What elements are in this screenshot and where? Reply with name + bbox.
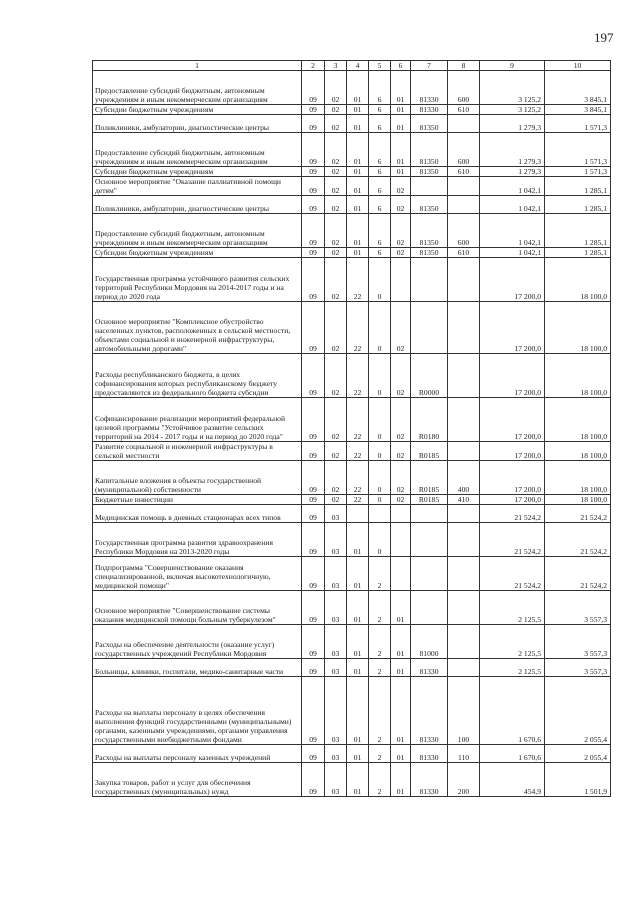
code-cell: 2 — [369, 745, 391, 763]
code-cell: 02 — [325, 495, 347, 505]
code-cell — [411, 302, 448, 354]
code-cell: 02 — [325, 248, 347, 258]
code-cell — [411, 258, 448, 302]
code-cell: 02 — [391, 248, 411, 258]
code-cell — [448, 523, 480, 557]
code-cell: 81350 — [411, 248, 448, 258]
code-cell: 02 — [325, 214, 347, 248]
row-name: Софинансирование реализации мероприятий федеральной целевой программы "Устойчивое развитие сельских территорий на 2014 - 2017 годы и на период до 2020 года" — [93, 398, 302, 442]
code-cell: 0 — [369, 461, 391, 495]
table-row — [93, 495, 611, 505]
header-cell: 7 — [411, 61, 448, 71]
code-cell: 09 — [302, 659, 325, 677]
code-cell — [448, 557, 480, 591]
code-cell: 03 — [325, 591, 347, 625]
code-cell: 02 — [391, 177, 411, 196]
code-cell: 09 — [302, 763, 325, 797]
code-cell: 600 — [448, 214, 480, 248]
code-cell: R0180 — [411, 398, 448, 442]
code-cell: 0 — [369, 523, 391, 557]
code-cell: 01 — [347, 763, 369, 797]
code-cell: R0185 — [411, 461, 448, 495]
code-cell: 81330 — [411, 105, 448, 115]
code-cell: 09 — [302, 677, 325, 745]
amount-cell: 1 285,1 — [545, 214, 611, 248]
code-cell: R0185 — [411, 442, 448, 461]
table-row — [93, 625, 611, 659]
code-cell: 2 — [369, 625, 391, 659]
row-name: Основное мероприятие "Комплексное обустройство населенных пунктов, расположенных в сельской местности, объектами социальной и инженерной инфраструктуры, автомобильными дорогами" — [93, 302, 302, 354]
amount-cell: 18 100,0 — [545, 442, 611, 461]
code-cell: 09 — [302, 133, 325, 167]
amount-cell: 18 100,0 — [545, 354, 611, 398]
code-cell: 6 — [369, 133, 391, 167]
code-cell: 09 — [302, 167, 325, 177]
code-cell: 01 — [347, 214, 369, 248]
code-cell: 02 — [325, 398, 347, 442]
code-cell: 610 — [448, 248, 480, 258]
code-cell: 81330 — [411, 763, 448, 797]
header-cell: 5 — [369, 61, 391, 71]
table-row — [93, 354, 611, 398]
row-name: Основное мероприятие "Совершенствование системы оказания медицинской помощи больным туберкулезом" — [93, 591, 302, 625]
code-cell: 600 — [448, 133, 480, 167]
row-name: Субсидии бюджетным учреждениям — [93, 105, 302, 115]
code-cell — [448, 625, 480, 659]
table-row — [93, 196, 611, 214]
amount-cell: 1 279,3 — [480, 133, 545, 167]
code-cell: 03 — [325, 763, 347, 797]
amount-cell: 1 571,3 — [545, 133, 611, 167]
code-cell: 22 — [347, 258, 369, 302]
code-cell: 22 — [347, 442, 369, 461]
amount-cell: 1 571,3 — [545, 115, 611, 133]
code-cell: 01 — [347, 677, 369, 745]
row-name: Расходы на обеспечение деятельности (оказание услуг) государственных учреждений Республики Мордовия — [93, 625, 302, 659]
amount-cell: 18 100,0 — [545, 302, 611, 354]
code-cell: 01 — [347, 659, 369, 677]
code-cell: 02 — [325, 167, 347, 177]
code-cell: 09 — [302, 302, 325, 354]
code-cell: 22 — [347, 495, 369, 505]
code-cell: 02 — [391, 398, 411, 442]
code-cell — [448, 505, 480, 523]
code-cell: 0 — [369, 495, 391, 505]
amount-cell: 1 042,1 — [480, 214, 545, 248]
table-row — [93, 677, 611, 745]
code-cell: 6 — [369, 167, 391, 177]
amount-cell: 1 501,9 — [545, 763, 611, 797]
code-cell: 02 — [391, 214, 411, 248]
code-cell: 09 — [302, 258, 325, 302]
header-row — [93, 61, 611, 71]
code-cell: 09 — [302, 177, 325, 196]
amount-cell: 2 055,4 — [545, 677, 611, 745]
code-cell: 09 — [302, 115, 325, 133]
code-cell — [448, 177, 480, 196]
row-name: Предоставление субсидий бюджетным, автономным учреждениям и иным некоммерческим организациям — [93, 214, 302, 248]
amount-cell: 17 200,0 — [480, 442, 545, 461]
amount-cell: 21 524,2 — [545, 505, 611, 523]
code-cell: 01 — [391, 591, 411, 625]
code-cell: 01 — [391, 167, 411, 177]
page-number: 197 — [594, 30, 614, 45]
code-cell: 01 — [347, 591, 369, 625]
code-cell: 610 — [448, 105, 480, 115]
code-cell — [448, 302, 480, 354]
code-cell — [369, 505, 391, 523]
amount-cell: 2 125,5 — [480, 625, 545, 659]
table-row — [93, 167, 611, 177]
table-row — [93, 461, 611, 495]
row-name: Капитальные вложения в объекты государственной (муниципальной) собственности — [93, 461, 302, 495]
row-name: Подпрограмма "Совершенствование оказания специализированной, включая высокотехнологичную, медицинской помощи" — [93, 557, 302, 591]
amount-cell: 18 100,0 — [545, 495, 611, 505]
code-cell: 09 — [302, 71, 325, 105]
code-cell: 01 — [347, 115, 369, 133]
code-cell — [448, 258, 480, 302]
code-cell: 09 — [302, 505, 325, 523]
header-cell: 8 — [448, 61, 480, 71]
amount-cell: 18 100,0 — [545, 258, 611, 302]
amount-cell: 21 524,2 — [545, 523, 611, 557]
code-cell — [448, 196, 480, 214]
code-cell — [411, 591, 448, 625]
code-cell: 09 — [302, 248, 325, 258]
budget-table — [92, 60, 611, 797]
code-cell: 03 — [325, 523, 347, 557]
code-cell: 09 — [302, 591, 325, 625]
code-cell: 02 — [325, 177, 347, 196]
code-cell: 410 — [448, 495, 480, 505]
code-cell: 22 — [347, 398, 369, 442]
code-cell — [411, 523, 448, 557]
code-cell: 01 — [347, 177, 369, 196]
code-cell: 0 — [369, 302, 391, 354]
code-cell: 100 — [448, 677, 480, 745]
header-cell: 2 — [302, 61, 325, 71]
code-cell: 02 — [391, 354, 411, 398]
code-cell: 03 — [325, 659, 347, 677]
table-body — [93, 71, 611, 797]
code-cell: 02 — [325, 442, 347, 461]
code-cell: 09 — [302, 625, 325, 659]
table-row — [93, 258, 611, 302]
row-name: Поликлиники, амбулатории, диагностические центры — [93, 196, 302, 214]
amount-cell: 3 845,1 — [545, 71, 611, 105]
header-cell: 10 — [545, 61, 611, 71]
row-name: Расходы республиканского бюджета, в целях софинансирования которых республиканскому бюджету предоставляются из федерального бюджета субсидии — [93, 354, 302, 398]
code-cell: 03 — [325, 677, 347, 745]
code-cell: 6 — [369, 105, 391, 115]
code-cell: 81330 — [411, 659, 448, 677]
code-cell: 01 — [391, 659, 411, 677]
code-cell: 09 — [302, 105, 325, 115]
code-cell: 02 — [391, 495, 411, 505]
amount-cell: 21 524,2 — [545, 557, 611, 591]
amount-cell: 1 670,6 — [480, 745, 545, 763]
code-cell: 2 — [369, 591, 391, 625]
amount-cell: 1 285,1 — [545, 177, 611, 196]
code-cell: 09 — [302, 461, 325, 495]
code-cell: 09 — [302, 557, 325, 591]
code-cell: 02 — [325, 133, 347, 167]
code-cell — [448, 398, 480, 442]
code-cell: 09 — [302, 398, 325, 442]
code-cell: 01 — [391, 745, 411, 763]
row-name: Больницы, клиники, госпитали, медико-санитарные части — [93, 659, 302, 677]
code-cell: 09 — [302, 354, 325, 398]
code-cell: 01 — [347, 745, 369, 763]
row-name: Субсидии бюджетным учреждениям — [93, 248, 302, 258]
amount-cell: 454,9 — [480, 763, 545, 797]
row-name: Субсидии бюджетным учреждениям — [93, 167, 302, 177]
code-cell: 81350 — [411, 115, 448, 133]
header-cell: 9 — [480, 61, 545, 71]
code-cell: 81350 — [411, 133, 448, 167]
code-cell — [391, 505, 411, 523]
code-cell: 0 — [369, 398, 391, 442]
code-cell: R0185 — [411, 495, 448, 505]
code-cell: 6 — [369, 214, 391, 248]
code-cell: 01 — [391, 625, 411, 659]
amount-cell: 3 557,3 — [545, 659, 611, 677]
code-cell — [448, 115, 480, 133]
code-cell: 02 — [325, 461, 347, 495]
code-cell: 09 — [302, 214, 325, 248]
row-name: Закупка товаров, работ и услуг для обеспечения государственных (муниципальных) нужд — [93, 763, 302, 797]
row-name: Основное мероприятие "Оказание паллиативной помощи детям" — [93, 177, 302, 196]
amount-cell: 3 125,2 — [480, 71, 545, 105]
table-row — [93, 398, 611, 442]
amount-cell: 1 042,1 — [480, 248, 545, 258]
table-row — [93, 302, 611, 354]
amount-cell: 17 200,0 — [480, 258, 545, 302]
amount-cell: 17 200,0 — [480, 461, 545, 495]
code-cell: 02 — [391, 196, 411, 214]
amount-cell: 1 571,3 — [545, 167, 611, 177]
code-cell: 02 — [325, 258, 347, 302]
header-cell: 1 — [93, 61, 302, 71]
code-cell: 81350 — [411, 167, 448, 177]
code-cell: 09 — [302, 523, 325, 557]
code-cell — [448, 659, 480, 677]
table-row — [93, 505, 611, 523]
amount-cell: 3 125,2 — [480, 105, 545, 115]
code-cell — [411, 557, 448, 591]
code-cell: 0 — [369, 258, 391, 302]
amount-cell: 3 557,3 — [545, 591, 611, 625]
code-cell — [391, 258, 411, 302]
amount-cell: 2 125,5 — [480, 591, 545, 625]
code-cell: 02 — [325, 354, 347, 398]
code-cell: 22 — [347, 354, 369, 398]
code-cell: 02 — [391, 461, 411, 495]
code-cell: 01 — [347, 71, 369, 105]
amount-cell: 21 524,2 — [480, 505, 545, 523]
code-cell: 2 — [369, 557, 391, 591]
code-cell: 81350 — [411, 214, 448, 248]
amount-cell: 1 042,1 — [480, 196, 545, 214]
table-row — [93, 557, 611, 591]
code-cell: 03 — [325, 745, 347, 763]
code-cell: 01 — [391, 763, 411, 797]
code-cell — [411, 177, 448, 196]
code-cell: 09 — [302, 745, 325, 763]
header-cell: 3 — [325, 61, 347, 71]
code-cell: 6 — [369, 248, 391, 258]
amount-cell: 17 200,0 — [480, 302, 545, 354]
table-row — [93, 133, 611, 167]
code-cell: 110 — [448, 745, 480, 763]
amount-cell: 2 125,5 — [480, 659, 545, 677]
code-cell: 01 — [391, 677, 411, 745]
amount-cell: 1 285,1 — [545, 196, 611, 214]
amount-cell: 18 100,0 — [545, 461, 611, 495]
row-name: Предоставление субсидий бюджетным, автономным учреждениям и иным некоммерческим организациям — [93, 133, 302, 167]
amount-cell: 1 279,3 — [480, 167, 545, 177]
code-cell: 03 — [325, 505, 347, 523]
code-cell: 610 — [448, 167, 480, 177]
table-row — [93, 248, 611, 258]
code-cell: 01 — [347, 625, 369, 659]
code-cell: 0 — [369, 354, 391, 398]
code-cell: 400 — [448, 461, 480, 495]
code-cell — [448, 442, 480, 461]
code-cell — [448, 591, 480, 625]
code-cell: 01 — [347, 523, 369, 557]
code-cell: 01 — [347, 105, 369, 115]
header-cell: 4 — [347, 61, 369, 71]
code-cell: 6 — [369, 196, 391, 214]
amount-cell: 18 100,0 — [545, 398, 611, 442]
row-name: Поликлиники, амбулатории, диагностические центры — [93, 115, 302, 133]
table-row — [93, 745, 611, 763]
table-row — [93, 442, 611, 461]
code-cell: 01 — [391, 105, 411, 115]
code-cell: 01 — [347, 557, 369, 591]
table-row — [93, 177, 611, 196]
code-cell: 09 — [302, 442, 325, 461]
table-row — [93, 105, 611, 115]
code-cell: 02 — [391, 442, 411, 461]
code-cell — [391, 523, 411, 557]
code-cell: 09 — [302, 196, 325, 214]
code-cell: 01 — [391, 115, 411, 133]
amount-cell: 21 524,2 — [480, 557, 545, 591]
code-cell: 02 — [325, 302, 347, 354]
row-name: Расходы на выплаты персоналу казенных учреждений — [93, 745, 302, 763]
amount-cell: 21 524,2 — [480, 523, 545, 557]
code-cell: 03 — [325, 557, 347, 591]
table-row — [93, 71, 611, 105]
code-cell: 81350 — [411, 196, 448, 214]
code-cell: 22 — [347, 461, 369, 495]
amount-cell: 17 200,0 — [480, 398, 545, 442]
code-cell: 2 — [369, 677, 391, 745]
code-cell: 01 — [347, 167, 369, 177]
row-name: Расходы на выплаты персоналу в целях обеспечения выполнения функций государственными (муниципальными) органами, казенными учреждениями, органами управления государственными внебюджетными фондами — [93, 677, 302, 745]
row-name: Предоставление субсидий бюджетным, автономным учреждениям и иным некоммерческим организациям — [93, 71, 302, 105]
code-cell: 03 — [325, 625, 347, 659]
code-cell: 81330 — [411, 745, 448, 763]
row-name: Развитие социальной и инженерной инфраструктуры в сельской местности — [93, 442, 302, 461]
code-cell: 02 — [325, 115, 347, 133]
amount-cell: 1 670,6 — [480, 677, 545, 745]
row-name: Государственная программа развития здравоохранения Республики Мордовия на 2013-2020 годы — [93, 523, 302, 557]
table-row — [93, 115, 611, 133]
code-cell: 200 — [448, 763, 480, 797]
code-cell: 22 — [347, 302, 369, 354]
table-row — [93, 659, 611, 677]
code-cell: 6 — [369, 71, 391, 105]
table-row — [93, 214, 611, 248]
code-cell: 09 — [302, 495, 325, 505]
code-cell: 01 — [347, 248, 369, 258]
table-row — [93, 763, 611, 797]
amount-cell: 1 285,1 — [545, 248, 611, 258]
amount-cell: 1 042,1 — [480, 177, 545, 196]
code-cell: 02 — [325, 105, 347, 115]
code-cell: 81330 — [411, 71, 448, 105]
code-cell: 01 — [347, 133, 369, 167]
amount-cell: 3 845,1 — [545, 105, 611, 115]
code-cell: 02 — [391, 302, 411, 354]
code-cell: 02 — [325, 196, 347, 214]
row-name: Медицинская помощь в дневных стационарах всех типов — [93, 505, 302, 523]
code-cell: 81330 — [411, 677, 448, 745]
code-cell: 6 — [369, 115, 391, 133]
table-row — [93, 523, 611, 557]
code-cell — [448, 354, 480, 398]
code-cell: 6 — [369, 177, 391, 196]
code-cell: 81000 — [411, 625, 448, 659]
code-cell: R0000 — [411, 354, 448, 398]
code-cell — [391, 557, 411, 591]
row-name: Бюджетные инвестиции — [93, 495, 302, 505]
code-cell — [347, 505, 369, 523]
code-cell: 01 — [391, 133, 411, 167]
amount-cell: 1 279,3 — [480, 115, 545, 133]
code-cell: 600 — [448, 71, 480, 105]
table-row — [93, 591, 611, 625]
code-cell: 02 — [325, 71, 347, 105]
code-cell: 2 — [369, 659, 391, 677]
code-cell: 01 — [347, 196, 369, 214]
amount-cell: 17 200,0 — [480, 495, 545, 505]
row-name: Государственная программа устойчивого развития сельских территорий Республики Мордовия на 2014-2017 годы и на период до 2020 года — [93, 258, 302, 302]
code-cell: 0 — [369, 442, 391, 461]
code-cell: 2 — [369, 763, 391, 797]
amount-cell: 3 557,3 — [545, 625, 611, 659]
amount-cell: 17 200,0 — [480, 354, 545, 398]
header-cell: 6 — [391, 61, 411, 71]
amount-cell: 2 055,4 — [545, 745, 611, 763]
code-cell — [411, 505, 448, 523]
code-cell: 01 — [391, 71, 411, 105]
